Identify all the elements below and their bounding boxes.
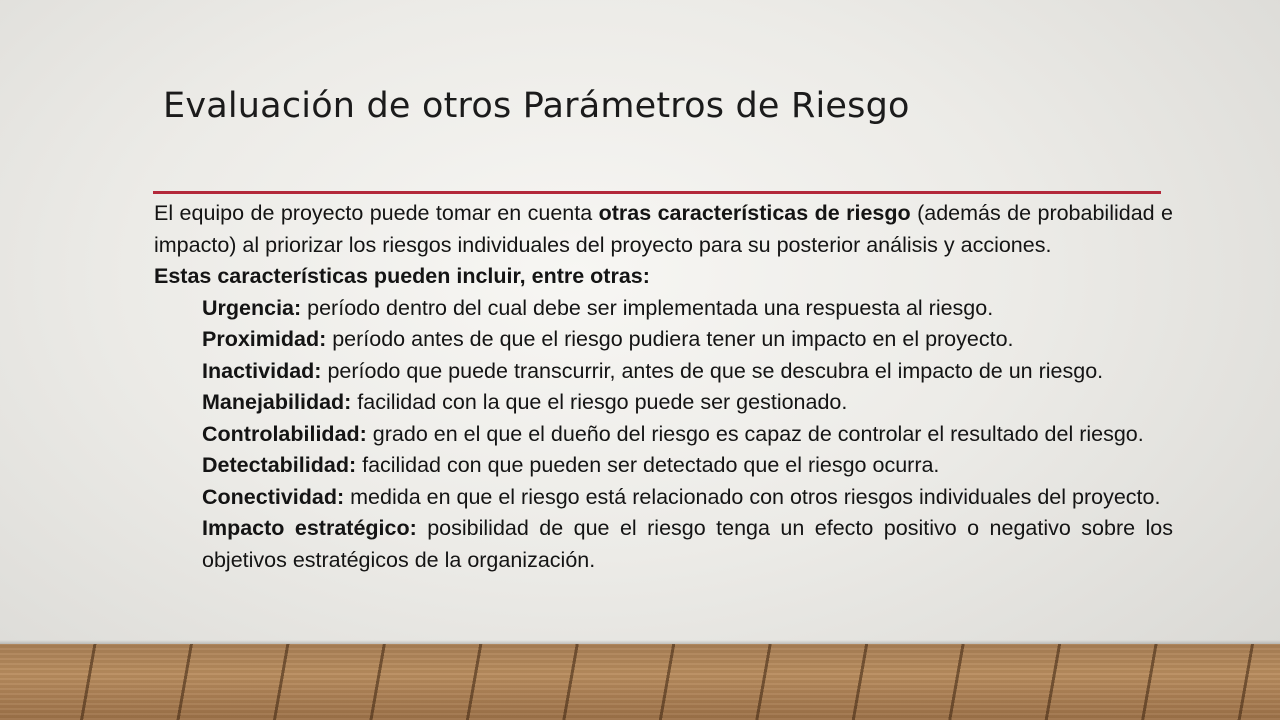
slide-title: Evaluación de otros Parámetros de Riesgo <box>163 86 910 126</box>
list-item-impacto-estrategico <box>202 513 1173 576</box>
intro-text-bold: otras características de riesgo <box>598 201 911 225</box>
item-term: Urgencia: <box>202 295 302 320</box>
item-term: Proximidad: <box>202 327 327 351</box>
intro-text-before: El equipo de proyecto puede tomar en cuenta <box>154 201 599 225</box>
item-text: período dentro del cual debe ser implementada una respuesta al riesgo. <box>301 295 994 320</box>
characteristics-list <box>154 293 1173 577</box>
item-text: posibilidad de que el riesgo tenga un efecto positivo o negativo sobre los objetivos estratégicos de la organización. <box>202 516 1174 572</box>
wood-floor-background <box>0 644 1280 720</box>
list-item-manejabilidad <box>202 387 1173 419</box>
list-item-controlabilidad <box>202 419 1173 451</box>
item-term: Inactividad: <box>202 358 322 383</box>
list-lead: Estas características pueden incluir, entre otras: <box>154 264 650 288</box>
list-item-inactividad <box>202 356 1173 388</box>
item-text: medida en que el riesgo está relacionado con otros riesgos individuales del proyecto. <box>344 484 1161 509</box>
intro-paragraph <box>154 198 1173 261</box>
list-item-conectividad <box>202 482 1173 514</box>
item-term: Controlabilidad: <box>202 421 367 446</box>
list-item-proximidad <box>202 324 1173 356</box>
item-text: período antes de que el riesgo pudiera tener un impacto en el proyecto. <box>326 327 1014 351</box>
item-text: grado en el que el dueño del riesgo es capaz de controlar el resultado del riesgo. <box>366 421 1144 446</box>
list-item-urgencia <box>202 293 1173 325</box>
item-text: período que puede transcurrir, antes de que se descubra el impacto de un riesgo. <box>321 358 1104 383</box>
title-divider <box>153 191 1161 194</box>
list-item-detectabilidad <box>202 450 1173 482</box>
intro-text-after: (además de probabilidad e impacto) al priorizar los riesgos individuales del proyecto para su posterior análisis y acciones. <box>154 201 1174 257</box>
item-text: facilidad con que pueden ser detectado que el riesgo ocurra. <box>356 453 940 477</box>
item-term: Impacto estratégico: <box>202 516 417 540</box>
item-term: Detectabilidad: <box>202 453 357 477</box>
item-term: Conectividad: <box>202 484 345 509</box>
slide-body <box>154 198 1173 576</box>
item-text: facilidad con la que el riesgo puede ser gestionado. <box>351 390 848 414</box>
item-term: Manejabilidad: <box>202 390 352 414</box>
